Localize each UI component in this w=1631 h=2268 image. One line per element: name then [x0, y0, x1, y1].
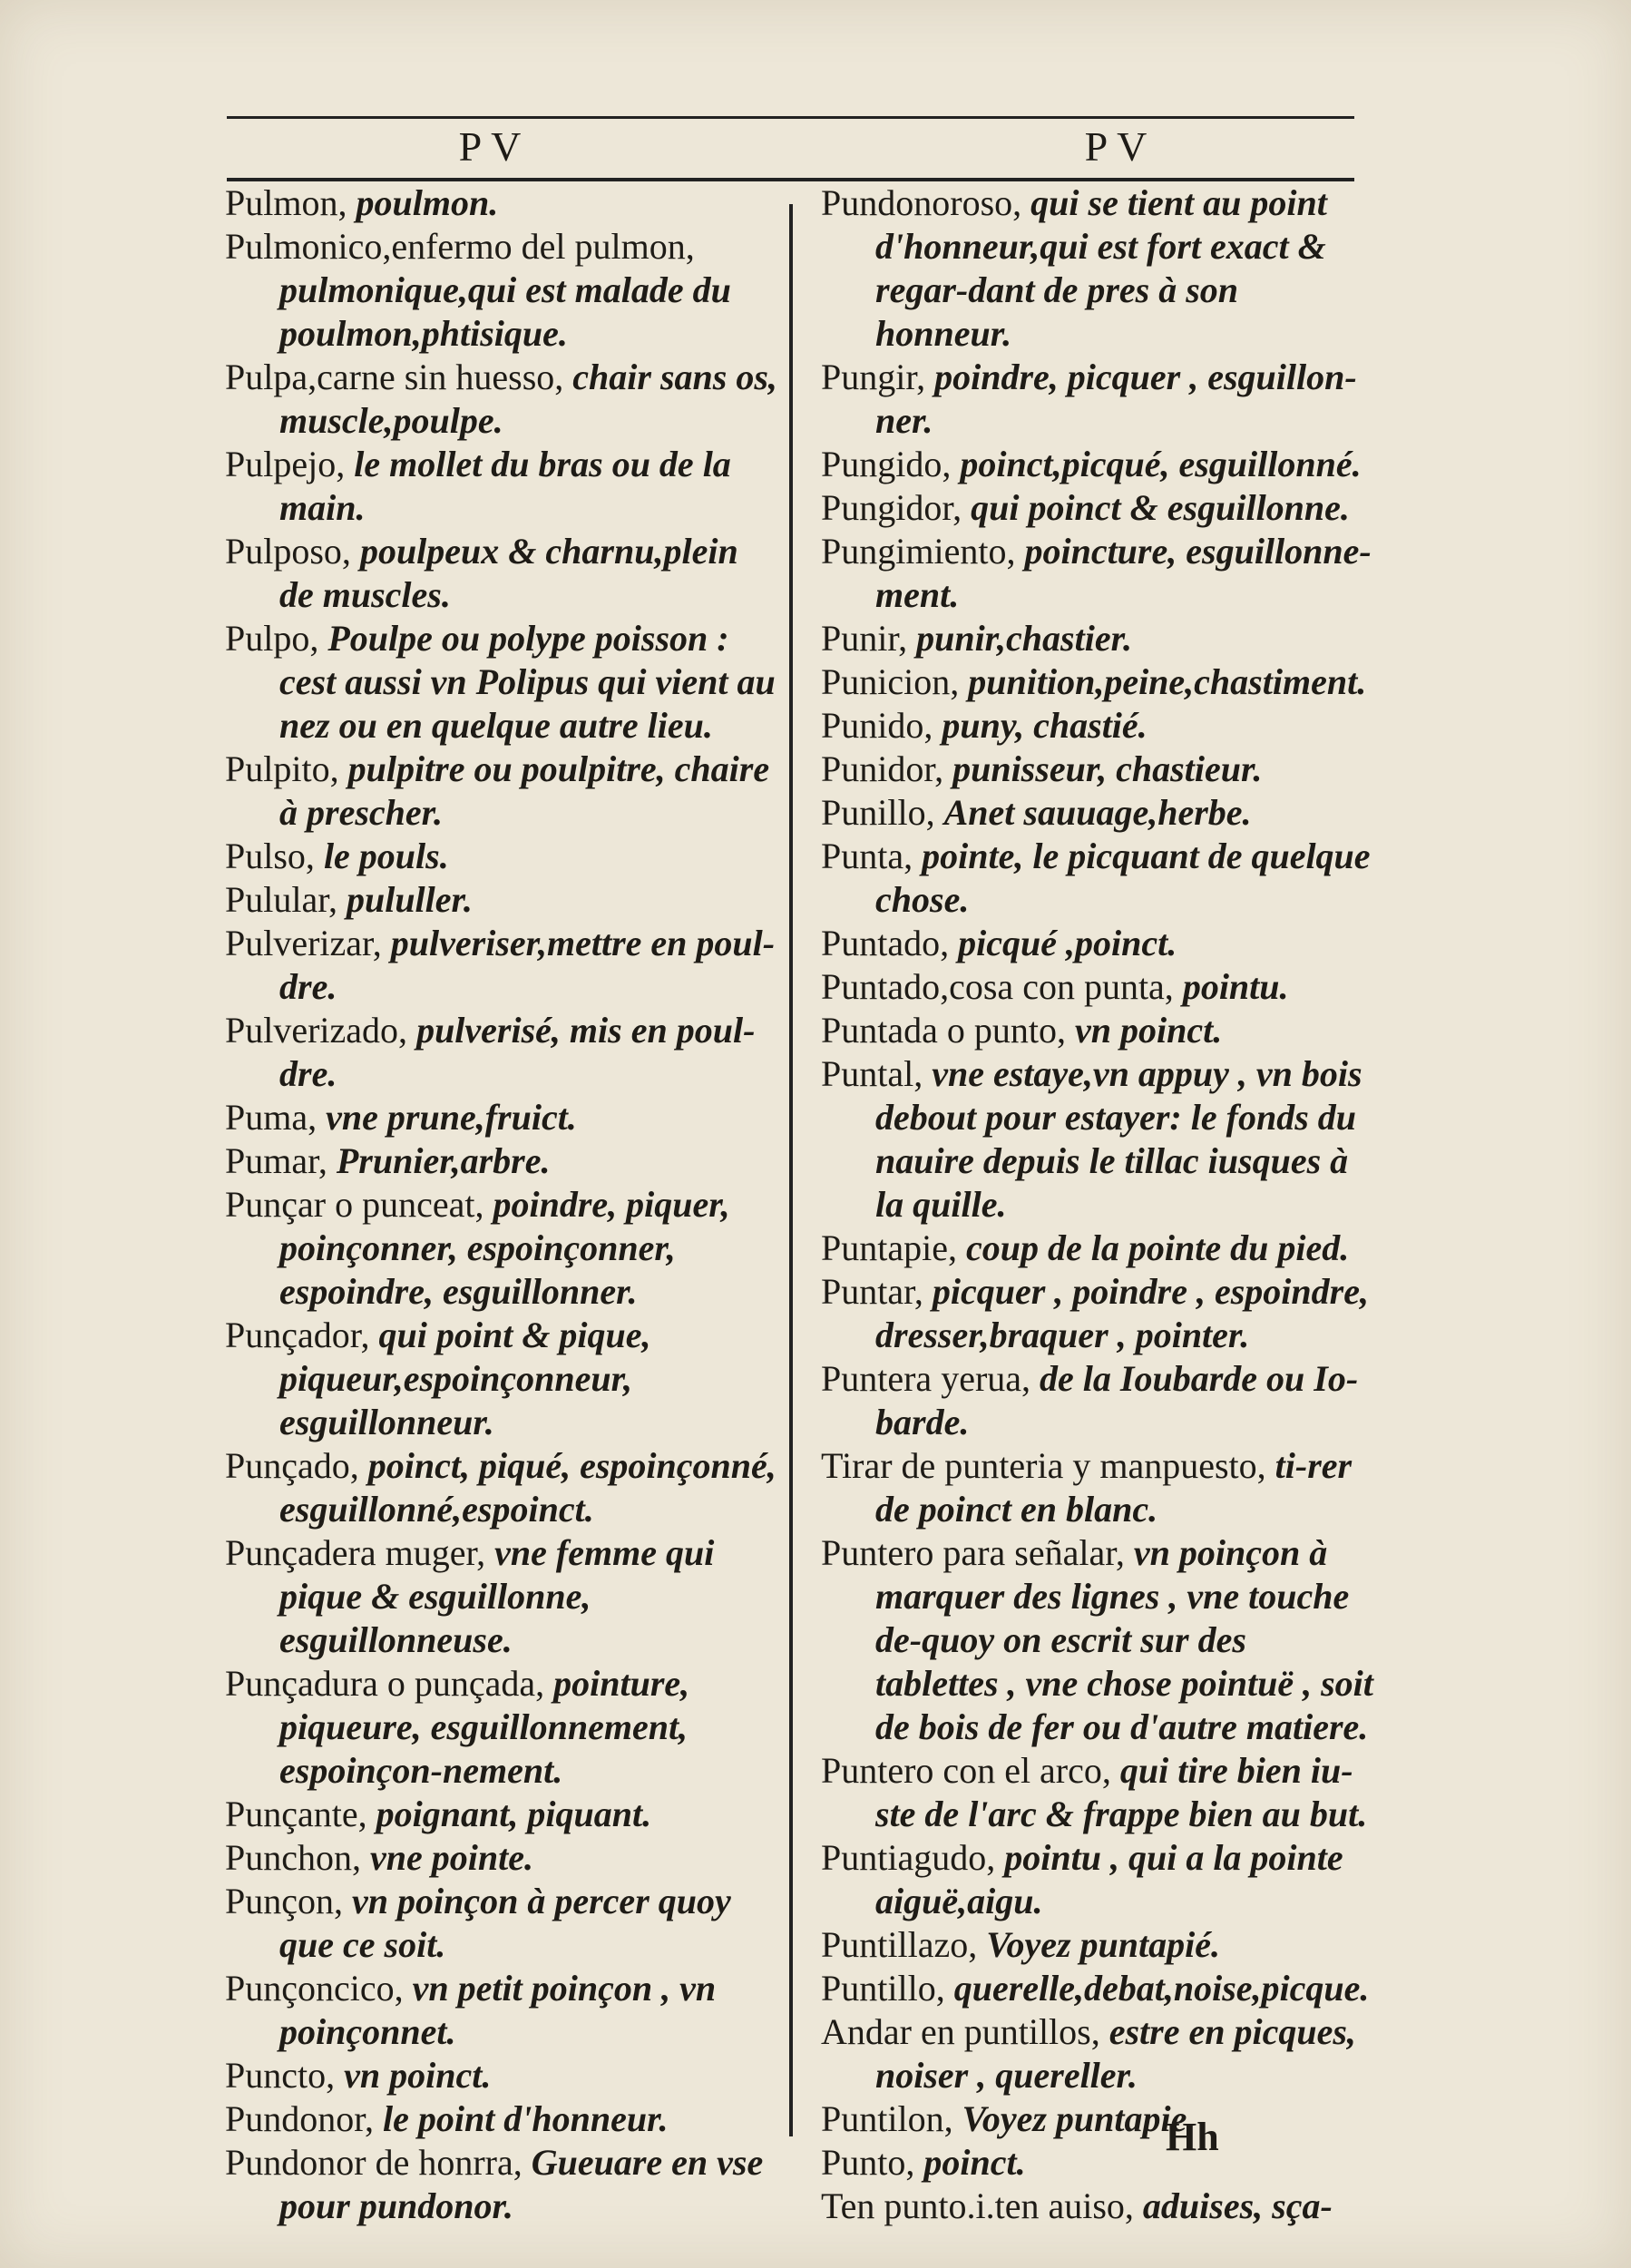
dictionary-entry	[225, 1139, 778, 1183]
entry-headword: Pulpo,	[225, 618, 319, 659]
entry-headword: Tirar de punteria y manpuesto,	[821, 1445, 1266, 1486]
dictionary-entry	[225, 1662, 778, 1793]
entry-headword: Pulpejo,	[225, 444, 346, 484]
entry-definition: pulmonique,qui est malade du poulmon,phtisique.	[279, 269, 731, 354]
entry-headword: Pungir,	[821, 357, 926, 397]
entry-definition: Gueuare en vse pour pundonor.	[279, 2142, 764, 2226]
dictionary-entry	[821, 486, 1374, 530]
entry-headword: Puntal,	[821, 1053, 923, 1094]
entry-definition: qui poinct & esguillonne.	[971, 487, 1350, 528]
dictionary-entry	[225, 1793, 778, 1836]
entry-definition: pulverisé, mis en poul-dre.	[279, 1010, 756, 1094]
dictionary-entry	[225, 1531, 778, 1662]
entry-headword: Andar en puntillos,	[821, 2011, 1100, 2052]
dictionary-entry	[225, 530, 778, 617]
entry-definition: de la Ioubarde ou Io-barde.	[875, 1358, 1359, 1442]
entry-headword: Pungidor,	[821, 487, 962, 528]
entry-definition: estre en picques, noiser , quereller.	[875, 2011, 1356, 2096]
entry-headword: Puntero con el arco,	[821, 1750, 1111, 1791]
dictionary-entry	[821, 1270, 1374, 1357]
dictionary-entry	[821, 1009, 1374, 1052]
dictionary-entry	[821, 1531, 1374, 1749]
entry-headword: Punçon,	[225, 1881, 343, 1921]
dictionary-entry	[821, 1967, 1374, 2010]
dictionary-entry	[821, 356, 1374, 443]
entry-headword: Pulular,	[225, 879, 337, 920]
dictionary-entry	[821, 2097, 1374, 2141]
entry-headword: Pulpito,	[225, 748, 339, 789]
dictionary-entry	[821, 2185, 1374, 2228]
column-divider	[789, 204, 793, 2136]
entry-headword: Punido,	[821, 705, 933, 746]
dictionary-entry	[821, 1749, 1374, 1836]
dictionary-entry	[225, 2054, 778, 2097]
entry-definition: vn poinct.	[344, 2055, 492, 2096]
dictionary-entry	[821, 704, 1374, 748]
entry-definition: le mollet du bras ou de la main.	[279, 444, 731, 528]
dictionary-entry	[821, 1052, 1374, 1227]
entry-definition: pointu.	[1182, 966, 1289, 1007]
entry-definition: poindre, piquer, poinçonner, espoinçonner, espoindre, esguillonner.	[279, 1184, 730, 1312]
dictionary-entry	[821, 965, 1374, 1009]
entry-definition: poinct, piqué, espoinçonné, esguillonné,espoinct.	[279, 1445, 776, 1530]
dictionary-entry	[225, 1314, 778, 1444]
right-column	[821, 181, 1374, 2228]
entry-definition: le pouls.	[323, 836, 449, 876]
dictionary-entry	[821, 617, 1374, 660]
entry-headword: Ten punto.i.ten auiso,	[821, 2185, 1134, 2226]
entry-headword: Puncto,	[225, 2055, 336, 2096]
entry-definition: Prunier,arbre.	[336, 1140, 551, 1181]
entry-headword: Punçador,	[225, 1315, 370, 1355]
dictionary-entry	[821, 2141, 1374, 2185]
dictionary-entry	[821, 2010, 1374, 2097]
entry-headword: Punillo,	[821, 792, 935, 833]
dictionary-entry	[225, 922, 778, 1009]
entry-headword: Puntilon,	[821, 2098, 953, 2139]
entry-definition: picquer , poindre , espoindre, dresser,braquer , pointer.	[875, 1271, 1369, 1355]
dictionary-entry	[225, 2097, 778, 2141]
entry-definition: pointu , qui a la pointe aiguë,aigu.	[875, 1837, 1343, 1921]
entry-headword: Puntillo,	[821, 1968, 945, 2009]
entry-definition: coup de la pointe du pied.	[965, 1227, 1350, 1268]
entry-definition: poincture, esguillonne-ment.	[875, 531, 1372, 615]
entry-headword: Pulpa,carne sin huesso,	[225, 357, 564, 397]
entry-headword: Pulmon,	[225, 182, 347, 223]
entry-headword: Punçar o punceat,	[225, 1184, 484, 1225]
entry-headword: Puma,	[225, 1097, 317, 1138]
left-column	[225, 181, 778, 2228]
entry-definition: pululler.	[346, 879, 473, 920]
entry-definition: vne prune,fruict.	[326, 1097, 577, 1138]
entry-headword: Punçante,	[225, 1794, 367, 1834]
entry-definition: poindre, picquer , esguillon-ner.	[875, 357, 1357, 441]
entry-definition: qui tire bien iu-ste de l'arc & frappe bien au but.	[875, 1750, 1368, 1834]
entry-definition: pointe, le picquant de quelque chose.	[875, 836, 1371, 920]
entry-headword: Punçadura o punçada,	[225, 1663, 545, 1704]
entry-headword: Punir,	[821, 618, 908, 659]
entry-definition: le point d'honneur.	[382, 2098, 669, 2139]
dictionary-entry	[225, 225, 778, 356]
entry-definition: vn petit poinçon , vn poinçonnet.	[279, 1968, 717, 2052]
entry-headword: Pundonor de honrra,	[225, 2142, 523, 2183]
dictionary-entry	[821, 443, 1374, 486]
entry-definition: qui point & pique, piqueur,espoinçonneur, esguillonneur.	[279, 1315, 651, 1442]
entry-headword: Pundonor,	[225, 2098, 374, 2139]
dictionary-entry	[821, 1227, 1374, 1270]
dictionary-entry	[225, 2141, 778, 2228]
entry-definition: vn poinçon à percer quoy que ce soit.	[279, 1881, 731, 1965]
entry-definition: pulveriser,mettre en poul-dre.	[279, 923, 776, 1007]
entry-headword: Puntapie,	[821, 1227, 957, 1268]
dictionary-entry	[821, 530, 1374, 617]
dictionary-entry	[821, 922, 1374, 965]
entry-definition: Poulpe ou polype poisson : cest aussi vn Polipus qui vient au nez ou en quelque autre lieu.	[279, 618, 776, 746]
entry-definition: qui se tient au point d'honneur,qui est fort exact & regar-dant de pres à son honneur.	[875, 182, 1327, 354]
entry-headword: Punchon,	[225, 1837, 361, 1878]
entry-headword: Puntera yerua,	[821, 1358, 1031, 1399]
entry-headword: Punçoncico,	[225, 1968, 404, 2009]
entry-headword: Pumar,	[225, 1140, 327, 1181]
entry-definition: poulpeux & charnu,plein de muscles.	[279, 531, 738, 615]
dictionary-entry	[225, 835, 778, 878]
entry-definition: vne estaye,vn appuy , vn bois debout pour estayer: le fonds du nauire depuis le tillac iusques à la quille.	[875, 1053, 1362, 1225]
entry-definition: punisseur, chastieur.	[952, 748, 1263, 789]
entry-definition: picqué ,poinct.	[958, 923, 1177, 963]
entry-definition: Anet sauuage,herbe.	[943, 792, 1252, 833]
dictionary-entry	[821, 181, 1374, 356]
entry-headword: Pulmonico,enfermo del pulmon,	[225, 226, 695, 267]
entry-definition: pulpitre ou poulpitre, chaire à prescher.	[279, 748, 770, 833]
entry-headword: Puntillazo,	[821, 1924, 978, 1965]
entry-headword: Puntado,cosa con punta,	[821, 966, 1174, 1007]
dictionary-entry	[821, 1357, 1374, 1444]
dictionary-entry	[225, 748, 778, 835]
dictionary-entry	[821, 1923, 1374, 1967]
entry-definition: pointure, piqueure, esguillonnement, espoinçon-nement.	[279, 1663, 690, 1791]
entry-headword: Pundonoroso,	[821, 182, 1022, 223]
entry-headword: Punicion,	[821, 661, 960, 702]
entry-definition: chair sans os, muscle,poulpe.	[279, 357, 777, 441]
entry-definition: aduises, sça-	[1142, 2185, 1333, 2226]
entry-definition: ti-rer de poinct en blanc.	[875, 1445, 1353, 1530]
dictionary-entry	[225, 1444, 778, 1531]
entry-definition: querelle,debat,noise,picque.	[953, 1968, 1370, 2009]
entry-definition: poinct,picqué, esguillonné.	[960, 444, 1362, 484]
dictionary-entry	[225, 1096, 778, 1139]
dictionary-entry	[225, 878, 778, 922]
dictionary-entry	[821, 748, 1374, 791]
dictionary-entry	[225, 617, 778, 748]
entry-headword: Punidor,	[821, 748, 944, 789]
entry-headword: Punta,	[821, 836, 913, 876]
dictionary-entry	[225, 181, 778, 225]
entry-headword: Punçadera muger,	[225, 1532, 486, 1573]
entry-headword: Puntada o punto,	[821, 1010, 1066, 1051]
entry-definition: vn poinct.	[1074, 1010, 1223, 1051]
entry-headword: Puntero para señalar,	[821, 1532, 1125, 1573]
entry-definition: Voyez puntapie	[962, 2098, 1187, 2139]
entry-headword: Puntado,	[821, 923, 950, 963]
dictionary-entry	[821, 1444, 1374, 1531]
entry-headword: Punto,	[821, 2142, 915, 2183]
entry-definition: poinct.	[923, 2142, 1026, 2183]
entry-definition: vne pointe.	[370, 1837, 533, 1878]
dictionary-entry	[225, 1967, 778, 2054]
dictionary-entry	[225, 443, 778, 530]
entry-headword: Puntar,	[821, 1271, 923, 1312]
entry-headword: Puntiagudo,	[821, 1837, 996, 1878]
entry-headword: Pulverizar,	[225, 923, 382, 963]
dictionary-entry	[225, 1836, 778, 1880]
signature-mark: Hh	[1166, 2115, 1219, 2159]
dictionary-entry	[821, 791, 1374, 835]
dictionary-entry	[821, 1836, 1374, 1923]
entry-definition: poulmon.	[356, 182, 499, 223]
entry-definition: puny, chastié.	[942, 705, 1148, 746]
running-head-right: PV	[1084, 123, 1157, 170]
running-head-left: PV	[458, 123, 531, 170]
dictionary-entry	[225, 1009, 778, 1096]
top-rule	[227, 116, 1354, 119]
dictionary-entry	[225, 356, 778, 443]
entry-headword: Pulposo,	[225, 531, 351, 572]
dictionary-entry	[225, 1183, 778, 1314]
entry-definition: vn poinçon à marquer des lignes , vne touche de-quoy on escrit sur des tablettes , vne chose pointuë , soit de bois de fer ou d'autre matiere.	[875, 1532, 1373, 1747]
entry-definition: Voyez puntapié.	[986, 1924, 1221, 1965]
entry-definition: punition,peine,chastiment.	[968, 661, 1367, 702]
dictionary-entry	[225, 1880, 778, 1967]
entry-definition: punir,chastier.	[916, 618, 1132, 659]
entry-headword: Pungido,	[821, 444, 952, 484]
entry-headword: Pulso,	[225, 836, 315, 876]
entry-headword: Pulverizado,	[225, 1010, 408, 1051]
entry-definition: poignant, piquant.	[376, 1794, 652, 1834]
entry-definition: vne femme qui pique & esguillonne, esguillonneuse.	[279, 1532, 715, 1660]
entry-headword: Pungimiento,	[821, 531, 1016, 572]
dictionary-entry	[821, 660, 1374, 704]
entry-headword: Punçado,	[225, 1445, 359, 1486]
dictionary-entry	[821, 835, 1374, 922]
